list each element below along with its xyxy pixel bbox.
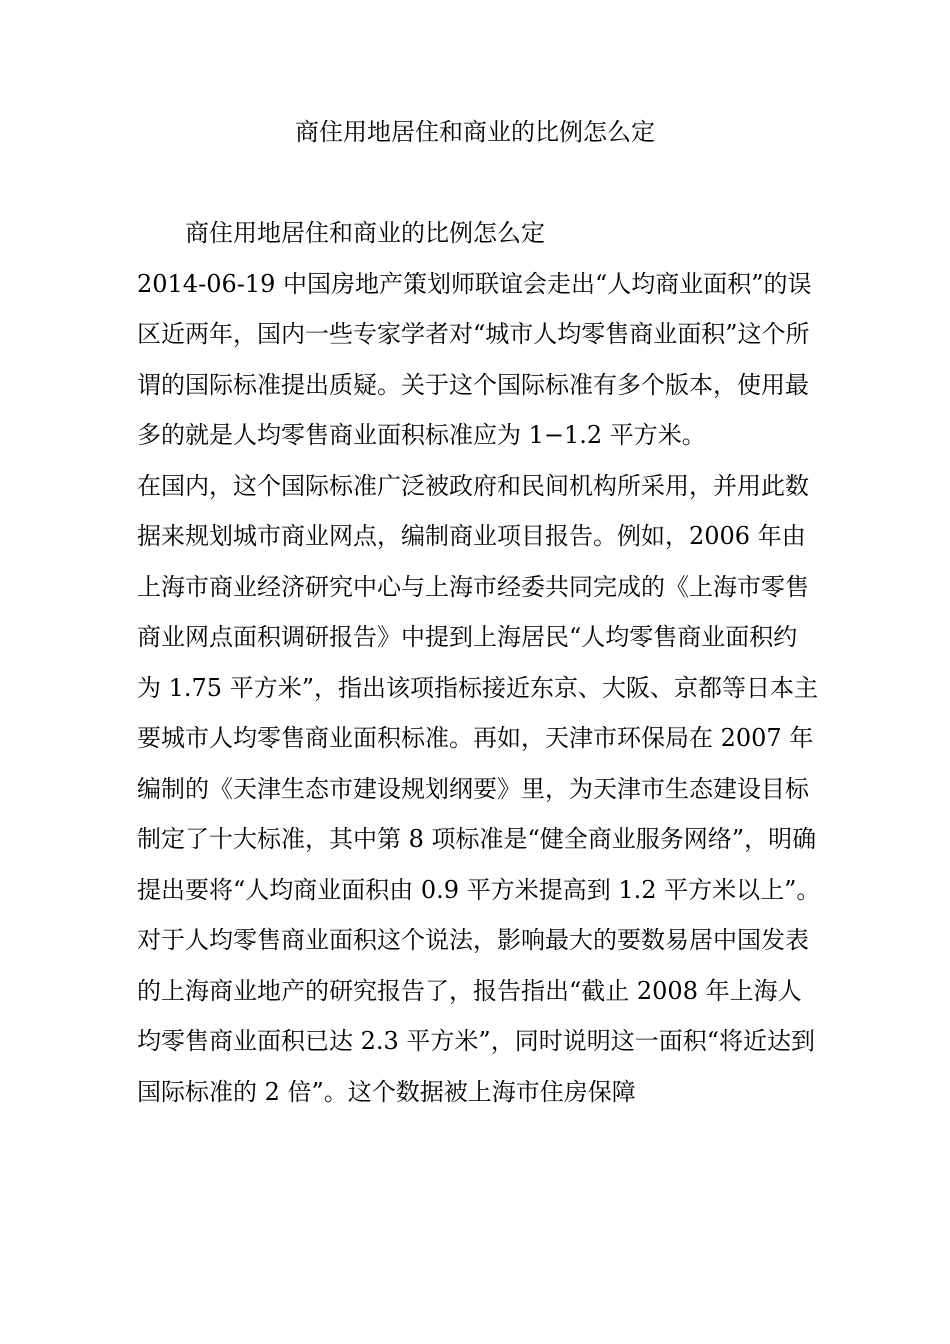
paragraph-subtitle: 商住用地居住和商业的比例怎么定 (185, 219, 545, 247)
paragraph: 2014-06-19 中国房地产策划师联谊会走出“人均商业面积”的误区近两年，国内一些专家学者对“城市人均零售商业面积”这个所谓的国际标准提出质疑。关于这个国际标准有多个版本，使用最多的就是人均零售商业面积标准应为 1−1.2 平方米。 (137, 269, 812, 449)
document-body (137, 208, 821, 1117)
document-title: 商住用地居住和商业的比例怎么定 (295, 118, 655, 146)
paragraph: 对于人均零售商业面积这个说法，影响最大的要数易居中国发表的上海商业地产的研究报告了，报告指出“截止 2008 年上海人均零售商业面积已达 2.3 平方米”，同时说明这一面积“将近达到国际标准的 2 倍”。这个数据被上海市住房保障 (137, 926, 815, 1106)
paragraph: 在国内，这个国际标准广泛被政府和民间机构所采用，并用此数据来规划城市商业网点，编制商业项目报告。例如，2006 年由上海市商业经济研究中心与上海市经委共同完成的《上海市零售商业网点面积调研报告》中提到上海居民“人均零售商业面积约为 1.75 平方米”，指出该项指标接近东京、大阪、京都等日本主要城市人均零售商业面积标准。再如，天津市环保局在 2007 年编制的《天津生态市建设规划纲要》里，为天津市生态建设目标制定了十大标准，其中第 8 项标准是“健全商业服务网络”，明确提出要将“人均商业面积由 0.9 平方米提高到 1.2 平方米以上”。 (137, 471, 821, 904)
